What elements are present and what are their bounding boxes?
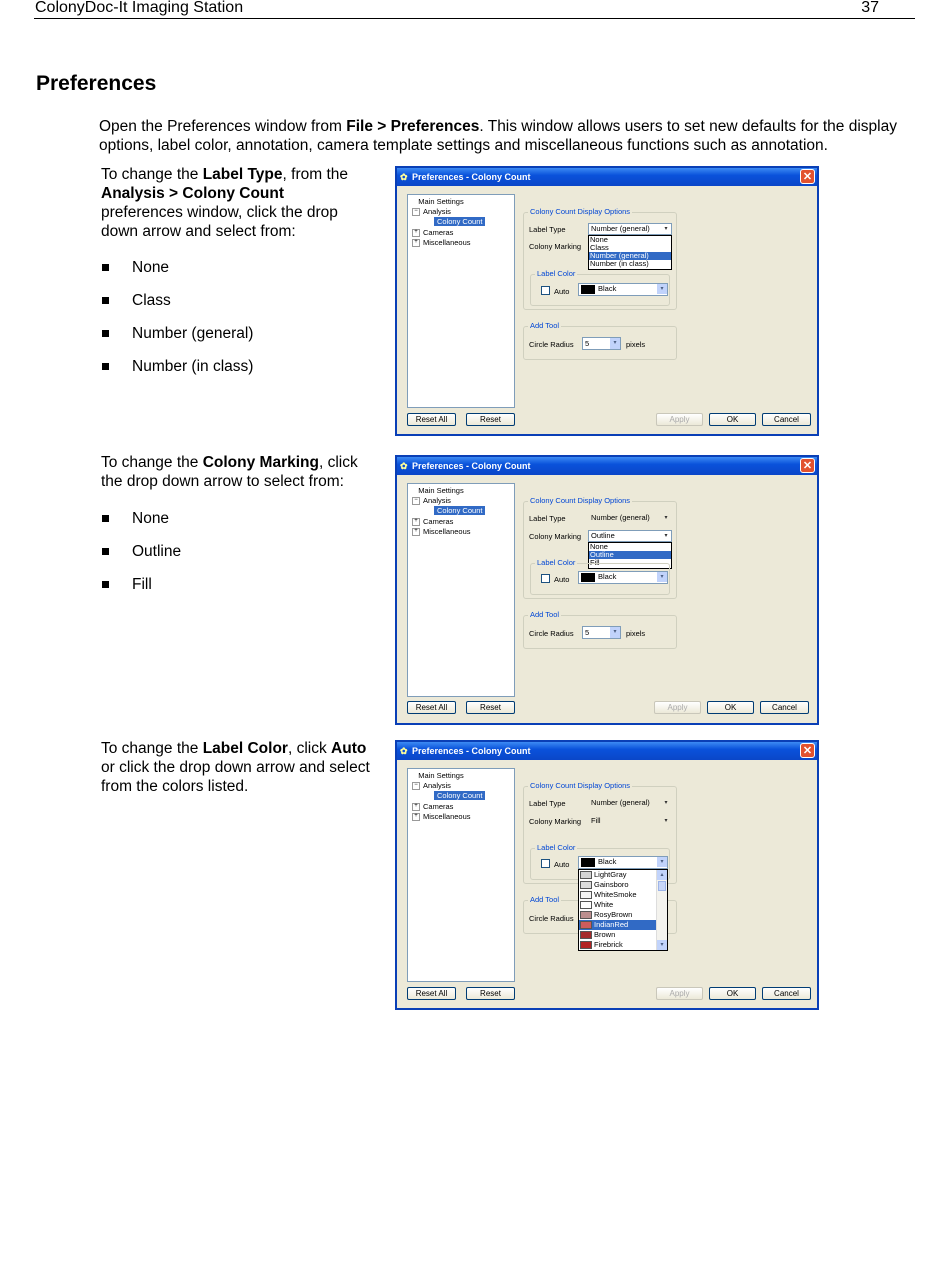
desc-text: To change the xyxy=(101,454,203,471)
intro-text: Open the Preferences window from xyxy=(99,118,347,135)
tree-item-cameras[interactable] xyxy=(412,517,453,526)
apply-button[interactable]: Apply xyxy=(654,701,701,714)
group-label: Add Tool xyxy=(530,610,560,619)
chevron-down-icon[interactable]: ▾ xyxy=(610,338,620,349)
circle-radius-input[interactable] xyxy=(582,626,621,639)
group-label: Add Tool xyxy=(530,895,560,904)
auto-checkbox[interactable] xyxy=(541,859,550,868)
color-option-label: IndianRed xyxy=(594,920,629,929)
auto-checkbox[interactable] xyxy=(541,286,550,295)
pixels-label: pixels xyxy=(626,340,646,349)
reset-all-button[interactable]: Reset All xyxy=(407,701,456,714)
colony-marking-description xyxy=(101,453,381,491)
tree-item-cameras[interactable] xyxy=(412,802,453,811)
reset-all-button[interactable]: Reset All xyxy=(407,413,456,426)
color-option-label: White xyxy=(594,900,614,909)
desc-bold: Analysis > Colony Count xyxy=(101,185,285,202)
dropdown-option[interactable]: Class xyxy=(590,243,609,252)
expand-icon[interactable]: + xyxy=(412,528,420,536)
circle-radius-input[interactable] xyxy=(582,337,621,350)
group-label: Colony Count Display Options xyxy=(530,207,631,216)
bullet-icon xyxy=(102,330,109,337)
desc-bold: Label Type xyxy=(202,166,283,183)
tree-item-label: Main Settings xyxy=(418,771,464,780)
ok-button[interactable]: OK xyxy=(709,413,756,426)
settings-tree xyxy=(407,483,515,697)
settings-tree xyxy=(407,768,515,982)
bullet-icon xyxy=(102,264,109,271)
tree-item-label: Colony Count xyxy=(434,791,485,800)
list-item-text: Number (general) xyxy=(132,325,254,342)
list-item xyxy=(101,509,181,542)
preferences-dialog-label-type xyxy=(395,166,819,436)
color-swatch xyxy=(580,931,592,939)
tree-item-label: Cameras xyxy=(423,228,454,237)
preferences-dialog-label-color xyxy=(395,740,819,1010)
dropdown-option[interactable]: None xyxy=(590,235,608,244)
label-type-label: Label Type xyxy=(529,225,566,234)
label-type-label: Label Type xyxy=(529,799,566,808)
list-item xyxy=(101,357,253,390)
color-option[interactable] xyxy=(579,890,667,900)
color-swatch xyxy=(580,891,592,899)
desc-bold: Label Color xyxy=(202,740,288,757)
circle-radius-label: Circle Radius xyxy=(529,629,574,638)
bullet-icon xyxy=(102,363,109,370)
combo-value: Number (general) xyxy=(591,513,650,522)
color-swatch xyxy=(580,921,592,929)
apply-button[interactable]: Apply xyxy=(656,413,703,426)
bullet-icon xyxy=(102,515,109,522)
ok-button[interactable]: OK xyxy=(707,701,754,714)
auto-checkbox[interactable] xyxy=(541,574,550,583)
chevron-down-icon[interactable]: ▾ xyxy=(657,940,667,950)
chevron-down-icon[interactable]: ▾ xyxy=(661,224,671,234)
combo-value: Outline xyxy=(591,531,615,540)
group-label: Label Color xyxy=(537,269,576,278)
color-swatch xyxy=(580,901,592,909)
dropdown-option[interactable]: None xyxy=(590,542,608,551)
desc-bold: Auto xyxy=(331,740,367,757)
intro-menu-path: File > Preferences xyxy=(346,118,480,135)
tree-item-miscellaneous[interactable] xyxy=(412,812,471,821)
dialog-title: Preferences - Colony Count xyxy=(412,172,531,182)
collapse-icon[interactable]: − xyxy=(412,497,420,505)
color-option[interactable] xyxy=(579,940,667,950)
tree-item-label: Analysis xyxy=(423,781,451,790)
color-option-label: RosyBrown xyxy=(594,910,633,919)
group-label: Label Color xyxy=(537,843,576,852)
app-icon: ✿ xyxy=(400,461,408,471)
dialog-title: Preferences - Colony Count xyxy=(412,746,531,756)
tree-item-main-settings[interactable] xyxy=(412,197,464,206)
dialog-title-bar[interactable] xyxy=(397,742,817,760)
color-swatch xyxy=(580,911,592,919)
combo-value: Black xyxy=(598,284,617,293)
app-icon: ✿ xyxy=(400,172,408,182)
tree-item-label: Main Settings xyxy=(418,197,464,206)
label-type-dropdown[interactable] xyxy=(588,223,672,235)
color-option-label: LightGray xyxy=(594,870,627,879)
tree-item-miscellaneous[interactable] xyxy=(412,527,471,536)
combo-value: Number (general) xyxy=(591,798,650,807)
dropdown-option[interactable]: Number (general) xyxy=(589,252,671,260)
desc-text: , click the drop down arrow to select from: xyxy=(101,454,358,490)
tree-item-label: Cameras xyxy=(423,517,454,526)
list-item xyxy=(101,258,253,291)
page-header xyxy=(34,0,915,19)
color-option-label: WhiteSmoke xyxy=(594,890,637,899)
cancel-button[interactable]: Cancel xyxy=(760,701,809,714)
close-icon[interactable]: ✕ xyxy=(800,743,815,758)
desc-bold: Colony Marking xyxy=(202,454,319,471)
app-icon: ✿ xyxy=(400,746,408,756)
chevron-down-icon[interactable]: ▾ xyxy=(661,531,671,541)
label-color-dropdown[interactable] xyxy=(578,856,668,869)
color-swatch xyxy=(581,858,595,867)
chevron-up-icon[interactable]: ▴ xyxy=(657,870,667,880)
desc-text: To change the xyxy=(101,166,203,183)
colony-marking-label: Colony Marking xyxy=(529,817,582,826)
tree-item-main-settings[interactable] xyxy=(412,486,464,495)
color-options xyxy=(579,870,667,950)
color-swatch xyxy=(580,941,592,949)
chevron-down-icon[interactable]: ▾ xyxy=(664,818,668,824)
close-icon[interactable]: ✕ xyxy=(800,458,815,473)
cancel-button[interactable]: Cancel xyxy=(762,987,811,1000)
combo-value: Black xyxy=(598,572,617,581)
label-color-description xyxy=(101,739,383,796)
list-item-text: None xyxy=(132,510,170,527)
group-label: Label Color xyxy=(537,558,576,567)
section-title: Preferences xyxy=(36,72,157,95)
scrollbar[interactable] xyxy=(656,870,667,950)
dialog-title: Preferences - Colony Count xyxy=(412,461,531,471)
color-option-label: Firebrick xyxy=(594,940,623,949)
page-number: 37 xyxy=(861,0,879,16)
label-type-label: Label Type xyxy=(529,514,566,523)
tree-item-label: Miscellaneous xyxy=(423,527,471,536)
desc-text: , from the xyxy=(282,166,348,183)
auto-label: Auto xyxy=(554,575,570,584)
color-option-label: Gainsboro xyxy=(594,880,629,889)
dropdown-option[interactable]: Outline xyxy=(589,551,671,559)
color-swatch xyxy=(580,881,592,889)
chevron-down-icon[interactable]: ▾ xyxy=(664,515,668,521)
list-item xyxy=(101,542,181,575)
collapse-icon[interactable]: − xyxy=(412,782,420,790)
tree-item-analysis[interactable] xyxy=(412,781,451,790)
colony-marking-dropdown[interactable] xyxy=(588,530,672,542)
color-swatch xyxy=(581,573,595,582)
dropdown-option[interactable]: Number (in class) xyxy=(590,259,649,268)
combo-value: Fill xyxy=(591,816,601,825)
list-item xyxy=(101,575,181,608)
tree-item-colony-count[interactable] xyxy=(434,506,485,515)
preferences-dialog-colony-marking xyxy=(395,455,819,725)
color-option-label: Brown xyxy=(594,930,616,939)
tree-item-label: Main Settings xyxy=(418,486,464,495)
apply-button[interactable]: Apply xyxy=(656,987,703,1000)
bullet-icon xyxy=(102,581,109,588)
circle-radius-label: Circle Radius xyxy=(529,914,574,923)
color-option[interactable] xyxy=(579,900,667,910)
list-item-text: Fill xyxy=(132,576,152,593)
reset-button[interactable]: Reset xyxy=(466,701,515,714)
colony-marking-dropdown[interactable] xyxy=(588,815,672,827)
group-label: Colony Count Display Options xyxy=(530,781,631,790)
combo-value: Black xyxy=(598,857,617,866)
combo-value: 5 xyxy=(585,339,590,348)
auto-label: Auto xyxy=(554,860,570,869)
label-type-list xyxy=(101,258,253,390)
expand-icon[interactable]: + xyxy=(412,518,420,526)
pixels-label: pixels xyxy=(626,629,646,638)
group-label: Add Tool xyxy=(530,321,560,330)
intro-paragraph xyxy=(99,117,919,155)
list-item xyxy=(101,291,253,324)
label-type-options-list xyxy=(588,235,672,270)
close-icon[interactable]: ✕ xyxy=(800,169,815,184)
tree-item-miscellaneous[interactable] xyxy=(412,238,471,247)
tree-item-label: Colony Count xyxy=(434,217,485,226)
tree-item-label: Cameras xyxy=(423,802,454,811)
cancel-button[interactable]: Cancel xyxy=(762,413,811,426)
list-item-text: Class xyxy=(132,292,171,309)
color-option[interactable] xyxy=(579,930,667,940)
color-option[interactable] xyxy=(579,920,667,930)
tree-item-label: Analysis xyxy=(423,496,451,505)
tree-item-analysis[interactable] xyxy=(412,207,451,216)
tree-item-main-settings[interactable] xyxy=(412,771,464,780)
combo-value: 5 xyxy=(585,628,590,637)
colony-marking-label: Colony Marking xyxy=(529,532,582,541)
tree-item-label: Colony Count xyxy=(434,506,485,515)
label-type-dropdown[interactable] xyxy=(588,797,672,809)
colony-marking-list xyxy=(101,509,181,608)
chevron-down-icon[interactable]: ▾ xyxy=(664,800,668,806)
list-item-text: None xyxy=(132,259,170,276)
label-color-options-list xyxy=(578,869,668,951)
tree-item-label: Analysis xyxy=(423,207,451,216)
chevron-down-icon[interactable]: ▾ xyxy=(657,857,667,867)
colony-marking-label: Colony Marking xyxy=(529,242,582,251)
chevron-down-icon[interactable]: ▾ xyxy=(657,572,667,582)
label-type-dropdown[interactable] xyxy=(588,512,672,524)
list-item-text: Number (in class) xyxy=(132,358,254,375)
chevron-down-icon[interactable]: ▾ xyxy=(610,627,620,638)
auto-label: Auto xyxy=(554,287,570,296)
intro-text-rest: . This window allows users to set new defaults for the display options, label color, annotation, camera template settings and miscellaneous functions such as annotation. xyxy=(99,118,897,154)
reset-button[interactable]: Reset xyxy=(466,413,515,426)
circle-radius-label: Circle Radius xyxy=(529,340,574,349)
dialog-title-bar[interactable] xyxy=(397,168,817,186)
color-option[interactable] xyxy=(579,870,667,880)
tree-item-cameras[interactable] xyxy=(412,228,453,237)
color-option[interactable] xyxy=(579,880,667,890)
expand-icon[interactable]: + xyxy=(412,813,420,821)
combo-value: Number (general) xyxy=(591,224,650,233)
desc-text: To change the xyxy=(101,740,203,757)
group-label: Colony Count Display Options xyxy=(530,496,631,505)
reset-all-button[interactable]: Reset All xyxy=(407,987,456,1000)
tree-item-label: Miscellaneous xyxy=(423,812,471,821)
desc-text: preferences window, click the drop down arrow and select from: xyxy=(101,204,338,240)
label-color-dropdown[interactable] xyxy=(578,283,668,296)
desc-text: or click the drop down arrow and select from the colors listed. xyxy=(101,759,370,795)
list-item-text: Outline xyxy=(132,543,182,560)
desc-text: , click xyxy=(287,740,332,757)
dialog-title-bar[interactable] xyxy=(397,457,817,475)
color-swatch xyxy=(580,871,592,879)
bullet-icon xyxy=(102,548,109,555)
tree-item-label: Miscellaneous xyxy=(423,238,471,247)
header-title: ColonyDoc-It Imaging Station xyxy=(35,0,244,16)
expand-icon[interactable]: + xyxy=(412,229,420,237)
reset-button[interactable]: Reset xyxy=(466,987,515,1000)
color-swatch xyxy=(581,285,595,294)
tree-item-colony-count[interactable] xyxy=(434,217,485,226)
tree-item-colony-count[interactable] xyxy=(434,791,485,800)
collapse-icon[interactable]: − xyxy=(412,208,420,216)
settings-tree xyxy=(407,194,515,408)
list-item xyxy=(101,324,253,357)
bullet-icon xyxy=(102,297,109,304)
color-option[interactable] xyxy=(579,910,667,920)
ok-button[interactable]: OK xyxy=(709,987,756,1000)
expand-icon[interactable]: + xyxy=(412,803,420,811)
label-type-description xyxy=(101,165,371,241)
expand-icon[interactable]: + xyxy=(412,239,420,247)
chevron-down-icon[interactable]: ▾ xyxy=(657,284,667,294)
label-color-dropdown[interactable] xyxy=(578,571,668,584)
scrollbar-thumb[interactable] xyxy=(658,881,666,891)
dropdown-option[interactable]: Fill xyxy=(590,558,600,567)
tree-item-analysis[interactable] xyxy=(412,496,451,505)
